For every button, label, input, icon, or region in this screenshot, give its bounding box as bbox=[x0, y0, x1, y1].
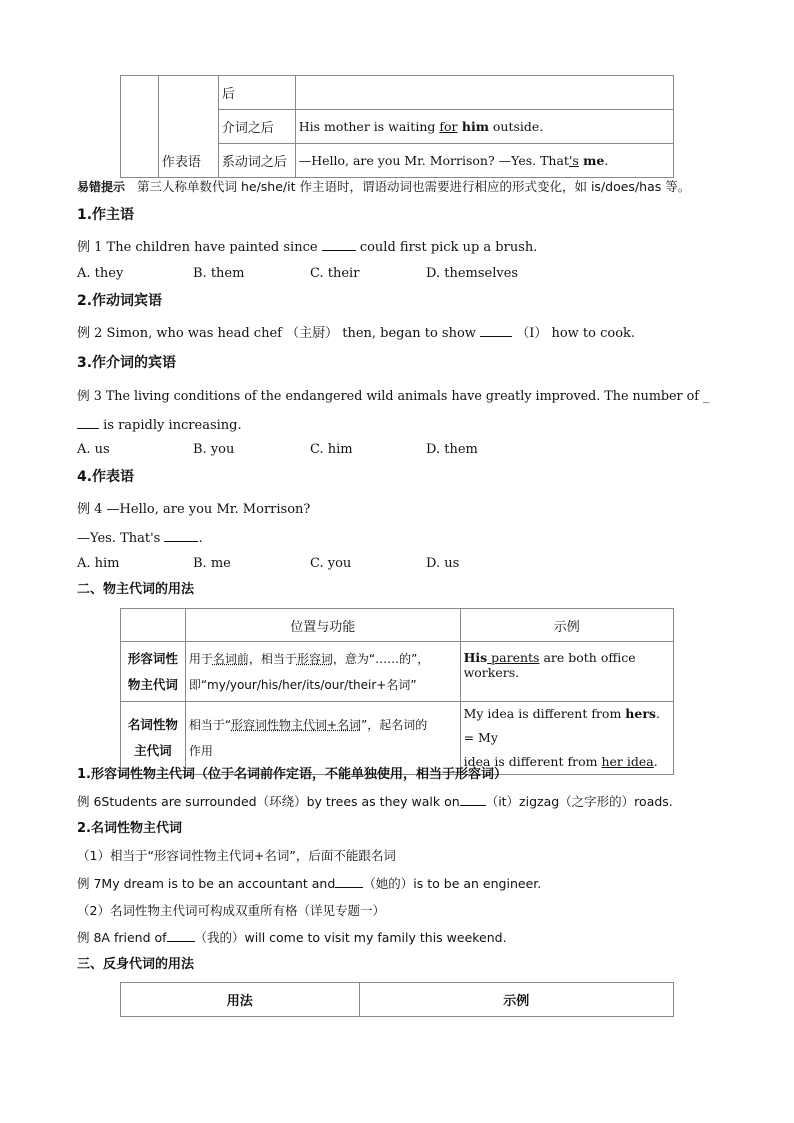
table-header: 用法 bbox=[121, 983, 360, 1017]
example-3-line1: 例 3 The living conditions of the endangered wild animals have greatly improved. The number of _ bbox=[77, 388, 710, 403]
part-heading: 二、物主代词的用法 bbox=[77, 582, 195, 597]
subpoint: （2）名词性物主代词可构成双重所有格（详见专题一） bbox=[77, 903, 385, 918]
table-cell-example: —Hello, are you Mr. Morrison? —Yes. That's me. bbox=[295, 144, 673, 178]
table-cell: 用于名词前，相当于形容词，意为“……的”， 即“my/your/his/her/its/our/their+名词” bbox=[185, 642, 460, 702]
table-header: 示例 bbox=[460, 609, 673, 642]
table-cell-empty bbox=[158, 76, 218, 144]
top-table bbox=[120, 75, 674, 178]
option-d: D. us bbox=[426, 556, 460, 571]
section-heading: 2.作动词宾语 bbox=[77, 293, 163, 309]
example-7: 例 7My dream is to be an accountant and （她的）is to be an engineer. bbox=[77, 876, 542, 891]
section-heading: 1.作主语 bbox=[77, 207, 135, 223]
table-row-name: 名词性物 主代词 bbox=[121, 702, 186, 775]
part-heading: 三、反身代词的用法 bbox=[77, 957, 195, 972]
option-c: C. their bbox=[310, 266, 360, 281]
option-a: A. they bbox=[77, 266, 124, 281]
example-2: 例 2 Simon, who was head chef （主厨） then, began to show （I） how to cook. bbox=[77, 326, 636, 341]
option-c: C. him bbox=[310, 442, 353, 457]
table-cell-example: His parents are both office workers. bbox=[460, 642, 673, 702]
possessive-table bbox=[120, 608, 674, 775]
table-cell: 相当于“形容词性物主代词+名词”，起名词的 作用 bbox=[185, 702, 460, 775]
table-cell-empty bbox=[121, 76, 159, 178]
table-row-name: 形容词性 物主代词 bbox=[121, 642, 186, 702]
tip-label: 易错提示 bbox=[77, 180, 126, 194]
option-a: A. him bbox=[77, 556, 120, 571]
example-4-line2: —Yes. That's . bbox=[77, 531, 203, 546]
table-cell-example: My idea is different from hers. = My idea is different from her idea. bbox=[460, 702, 673, 775]
subheading: 2.名词性物主代词 bbox=[77, 821, 182, 836]
option-d: D. themselves bbox=[426, 266, 519, 281]
section-heading: 3.作介词的宾语 bbox=[77, 355, 177, 371]
option-c: C. you bbox=[310, 556, 352, 571]
table-cell-empty bbox=[295, 76, 673, 110]
option-b: B. me bbox=[193, 556, 231, 571]
example-3-line2: is rapidly increasing. bbox=[77, 416, 242, 435]
table-header-empty bbox=[121, 609, 186, 642]
tip-line bbox=[77, 178, 690, 196]
table-cell: 系动词之后 bbox=[218, 144, 295, 178]
example-8: 例 8A friend of （我的）will come to visit my family this weekend. bbox=[77, 930, 507, 945]
tip-text: 第三人称单数代词 he/she/it 作主语时，谓语动词也需要进行相应的形式变化，如 is/does/has 等。 bbox=[137, 179, 691, 194]
table-header: 位置与功能 bbox=[185, 609, 460, 642]
table-cell: 介词之后 bbox=[218, 110, 295, 144]
example-1: 例 1 The children have painted since could first pick up a brush. bbox=[77, 240, 538, 255]
option-b: B. them bbox=[193, 266, 245, 281]
table-cell: 作表语 bbox=[158, 144, 218, 178]
example-4-line1: 例 4 —Hello, are you Mr. Morrison? bbox=[77, 502, 311, 517]
table-cell-example: His mother is waiting for him outside. bbox=[295, 110, 673, 144]
subpoint: （1）相当于“形容词性物主代词+名词”，后面不能跟名词 bbox=[77, 848, 396, 863]
option-d: D. them bbox=[426, 442, 478, 457]
table-header: 示例 bbox=[359, 983, 673, 1017]
option-b: B. you bbox=[193, 442, 235, 457]
example-6: 例 6Students are surrounded（环绕）by trees as they walk on （it）zigzag（之字形的）roads. bbox=[77, 794, 673, 809]
subheading: 1.形容词性物主代词（位于名词前作定语，不能单独使用，相当于形容词） bbox=[77, 767, 507, 782]
table-cell: 后 bbox=[218, 76, 295, 110]
reflexive-table bbox=[120, 982, 674, 1017]
section-heading: 4.作表语 bbox=[77, 469, 135, 485]
option-a: A. us bbox=[77, 442, 110, 457]
